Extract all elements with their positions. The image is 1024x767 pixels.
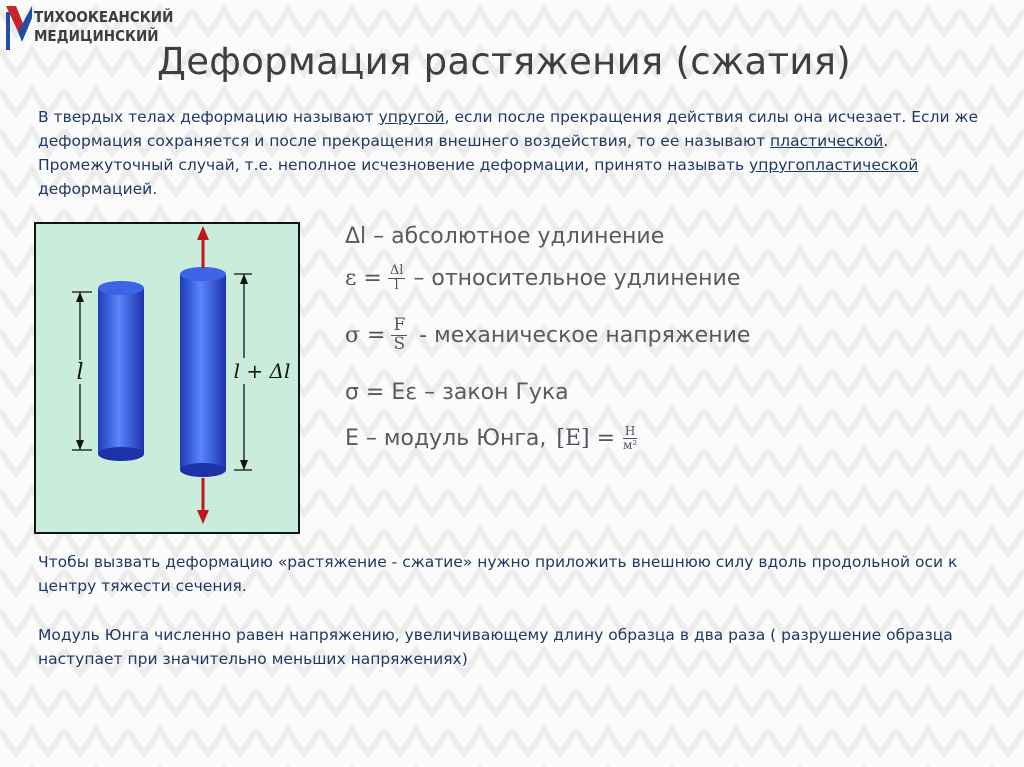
formula-3-denominator: S bbox=[393, 333, 406, 354]
paragraph-force-application: Чтобы вызвать деформацию «растяжение - сжатие» нужно приложить внешнюю силу вдоль продольной оси к центру тяжести сечения. bbox=[38, 553, 958, 595]
term-elastic: упругой bbox=[378, 108, 445, 126]
formula-3-numerator: F bbox=[393, 315, 406, 335]
logo-text bbox=[34, 8, 173, 46]
logo-line-2: МЕДИЦИНСКИЙ bbox=[34, 27, 159, 45]
formula-1-text: Δl – абсолютное удлинение bbox=[345, 224, 665, 249]
formula-5-fraction bbox=[621, 425, 639, 451]
formula-2-fraction bbox=[388, 264, 406, 292]
intro-paragraph bbox=[38, 105, 978, 201]
paragraph-youngs-modulus: Модуль Юнга численно равен напряжению, увеличивающему длину образца в два раза ( разрушение образца наступает при значительно меньших напряжениях) bbox=[38, 626, 953, 668]
intro-text-4: деформацией. bbox=[38, 180, 158, 198]
intro-text-2: , если после прекращения действия силы она исчезает. Если же деформация сохраняется и после прекращения внешнего воздействия, то ее называют bbox=[38, 108, 978, 150]
formula-youngs-modulus bbox=[345, 425, 647, 451]
formula-absolute-elongation bbox=[345, 224, 664, 249]
formula-3-lhs: σ = bbox=[345, 322, 386, 348]
formula-mechanical-stress bbox=[345, 317, 750, 354]
label-l: l bbox=[76, 360, 84, 385]
term-elastoplastic: упругопластической bbox=[749, 156, 919, 174]
formula-5-numerator: Н bbox=[624, 424, 636, 438]
formula-2-text: – относительное удлинение bbox=[413, 265, 741, 291]
formula-5-unit-lhs: [E] = bbox=[556, 425, 616, 451]
formula-2-lhs: ε = bbox=[345, 265, 382, 291]
term-plastic: пластической bbox=[770, 132, 884, 150]
formula-5-denominator: м² bbox=[623, 437, 638, 452]
force-arrow-down bbox=[197, 478, 209, 524]
formula-5-text: E – модуль Юнга, bbox=[345, 425, 547, 451]
logo bbox=[6, 6, 174, 52]
formula-hookes-law bbox=[345, 380, 569, 405]
formula-3-fraction bbox=[391, 317, 407, 354]
deformation-figure bbox=[34, 222, 300, 534]
formula-3-text: - механическое напряжение bbox=[419, 322, 751, 348]
formula-2-numerator: Δl bbox=[389, 263, 404, 278]
stretched-cylinder bbox=[180, 267, 226, 477]
cylinders-diagram bbox=[36, 224, 298, 532]
formula-4-text: σ = Eε – закон Гука bbox=[345, 380, 569, 405]
logo-mark-icon bbox=[6, 6, 32, 50]
formula-2-denominator: l bbox=[394, 277, 399, 293]
page-title: Деформация растяжения (сжатия) bbox=[157, 40, 852, 83]
logo-line-1: ТИХООКЕАНСКИЙ bbox=[34, 8, 174, 26]
label-l-plus-dl: l + Δl bbox=[233, 359, 291, 383]
formula-relative-elongation bbox=[345, 264, 740, 292]
intro-text-3: . Промежуточный случай, т.е. неполное исчезновение деформации, принято называть bbox=[38, 132, 889, 174]
short-cylinder bbox=[98, 281, 144, 461]
intro-text-1: В твердых телах деформацию называют bbox=[38, 108, 379, 126]
force-arrow-up bbox=[197, 226, 209, 268]
